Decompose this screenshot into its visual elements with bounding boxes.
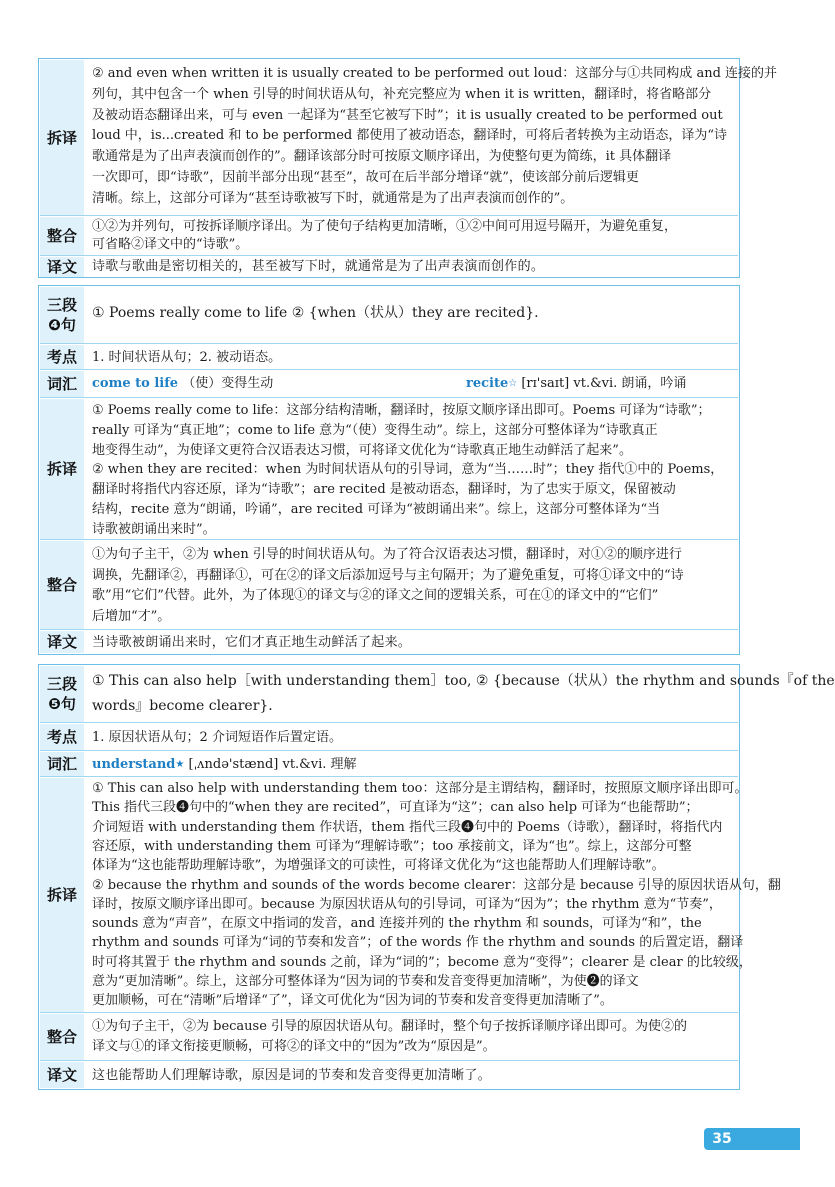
section2-points: 1. 时间状语从句；2. 被动语态。 [92,350,282,365]
text-line: loud 中，is...created 和 to be performed 都使用了被动语态，翻译时，可将后者转换为主动语态，译为“诗 [92,128,728,144]
text-line: 时可将其置于 the rhythm and sounds 之前，译为“词的”；become 意为“变得”；clearer 是 clear 的比较级， [92,954,752,970]
section3-translation: 这也能帮助人们理解诗歌，原因是词的节奏和发音变得更加清晰了。 [92,1068,492,1083]
text-line: ② when they are recited：when 为时间状语从句的引导词，意为“当……时”；they 指代①中的 Poems， [92,462,724,478]
section3-sentence-line1: ① This can also help［with understanding them］too, ② {because（状从）the rhythm and sounds『of the [92,673,835,689]
section3-label-zhenghe: 整合 [40,1014,84,1060]
section3-tag [40,666,84,722]
section2-divider [40,629,738,630]
vocab-definition: （使）变得生动 [182,376,274,391]
section3-divider [40,1012,738,1013]
page-number: 35 [704,1128,740,1150]
text-line: 调换，先翻译②，再翻译①，可在②的译文后添加逗号与主句隔开；为了避免重复，可将①译文中的“诗 [92,567,684,583]
section3-tag-line1: 三段 [46,675,77,693]
star-icon: ★ [175,759,185,770]
section2-tag-line1: 三段 [46,296,77,314]
text-line: 清晰。综上，这部分可译为“甚至诗歌被写下时，就通常是为了出声表演而创作的”。 [92,190,574,206]
text-line: 歌通常是为了出声表演而创作的”。翻译该部分时可按原文顺序译出，为使整句更为简练，it 具体翻译 [92,149,672,165]
vocab-word: recite [466,376,509,391]
section2-label-kaodian: 考点 [40,345,84,369]
section1-label-yiwen: 译文 [40,257,84,277]
section3-label-kaodian: 考点 [40,724,84,750]
text-line: 更加顺畅，可在“清晰”后增译“了”，译文可优化为“因为词的节奏和发音变得更加清晰了”。 [92,993,613,1009]
vocab-definition: [rɪ'saɪt] vt.&vi. 朗诵，吟诵 [521,376,687,391]
text-line: rhythm and sounds 可译为“词的节奏和发音”；of the words 作 the rhythm and sounds 的后置定语，翻译 [92,935,744,951]
section2-divider [40,369,738,370]
text-line: 一次即可，即“诗歌”，因前半部分出现“甚至”，故可在后半部分增译“就”，使该部分前后逻辑更 [92,170,639,185]
section2-label-zhenghe: 整合 [40,541,84,629]
section3-divider [40,776,738,777]
section3-label-yiwen: 译文 [40,1062,84,1088]
page-number-bar [740,1128,800,1150]
text-line: ①为句子主干，②为 when 引导的时间状语从句。为了符合汉语表达习惯，翻译时，对①②的顺序进行 [92,547,682,562]
text-line: really 可译为“真正地”；come to life 意为“（使）变得生动”。综上，这部分可整体译为“诗歌真正 [92,422,658,438]
text-line: 结构，recite 意为“朗诵，吟诵”，are recited 可译为“被朗诵出来”。综上，这部分可整体译为“当 [92,502,661,517]
text-line: 歌”用“它们”代替。此外，为了体现①的译文与②的译文之间的逻辑关系，可在①的译文中的“它们” [92,588,659,603]
text-line: ①②为并列句，可按拆译顺序译出。为了使句子结构更加清晰，①②中间可用逗号隔开，为避免重复， [92,219,678,234]
section2-sentence: ① Poems really come to life ② {when（状从）they are recited}. [92,305,539,321]
section3-tag-line2: ❺句 [48,695,76,713]
section1-label-zhenghe: 整合 [40,217,84,255]
section2-divider [40,539,738,540]
text-line: 意为“更加清晰”。综上，这部分可整体译为“因为词的节奏和发音变得更加清晰”，为使❷的译文 [92,974,639,989]
section2-label-cihui: 词汇 [40,371,84,397]
section3-sentence-line2: words』become clearer}. [92,698,273,714]
text-line: 地变得生动”，为使译文更符合汉语表达习惯，可将译文优化为“诗歌真正地生动鲜活了起来”。 [92,442,632,458]
section3-divider [40,1060,738,1061]
section1-divider [40,215,738,216]
star-icon: ☆ [508,378,518,389]
section3-label-cihui: 词汇 [40,752,84,776]
text-line: ② because the rhythm and sounds of the words become clearer：这部分是 because 引导的原因状语从句，翻 [92,877,781,893]
section3-points: 1. 原因状语从句；2 介词短语作后置定语。 [92,730,342,745]
text-line: 诗歌被朗诵出来时”。 [92,521,216,537]
text-line: ① Poems really come to life：这部分结构清晰，翻译时，按原文顺序译出即可。Poems 可译为“诗歌”； [92,403,711,418]
text-line: This 指代三段❹句中的“when they are recited”，可直译为“这”；can also help 可译为“也能帮助”； [92,800,699,816]
section2-translation: 当诗歌被朗诵出来时，它们才真正地生动鲜活了起来。 [92,635,412,650]
vocab-definition: [ˌʌndə'stænd] vt.&vi. 理解 [188,757,357,772]
section2-vocab-row-2 [466,374,736,393]
section2-label-chaiyi: 拆译 [40,399,84,539]
section1-translation: 诗歌与歌曲是密切相关的，甚至被写下时，就通常是为了出声表演而创作的。 [92,259,545,274]
section2-label-yiwen: 译文 [40,631,84,653]
text-line: 可省略②译文中的“诗歌”。 [92,237,249,252]
vocab-word: understand [92,757,176,772]
text-line: 体译为“这也能帮助理解诗歌”，为增强译文的可读性，可将译文优化为“这也能帮助人们理解诗歌”。 [92,858,665,874]
section3-divider [40,750,738,751]
section2-tag [40,287,84,343]
text-line: sounds 意为“声音”，在原文中指词的发音，and 连接并列的 the rhythm 和 sounds，可译为“和”，the [92,916,702,932]
section3-vocab-row [92,755,732,774]
section3-divider [40,722,738,723]
text-line: 译文与①的译文衔接更顺畅，可将②的译文中的“因为”改为“原因是”。 [92,1038,496,1054]
section1-label-chaiyi: 拆译 [40,60,84,215]
text-line: 及被动语态翻译出来，可与 even 一起译为“甚至它被写下时”；it is usually created to be performed out [92,107,723,123]
section2-divider [40,343,738,344]
section2-tag-line2: ❹句 [48,316,76,334]
text-line: 后增加“才”。 [92,608,171,624]
section1-divider [40,255,738,256]
vocab-word: come to life [92,376,179,391]
section2-divider [40,397,738,398]
text-line: 译时，按原文顺序译出即可。because 为原因状语从句的引导词，可译为“因为”；the rhythm 意为“节奏”， [92,896,722,912]
text-line: ①为句子主干，②为 because 引导的原因状语从句。翻译时，整个句子按拆译顺序译出即可。为使②的 [92,1019,688,1034]
text-line: 容还原，with understanding them 可译为“理解诗歌”；too 承接前文，译为“也”。综上，这部分可整 [92,838,692,854]
text-line: ② and even when written it is usually created to be performed out loud：这部分与①共同构成 and 连接的并 [92,66,778,81]
text-line: ① This can also help with understanding them too：这部分是主谓结构，翻译时，按照原文顺序译出即可。 [92,781,748,796]
text-line: 列句，其中包含一个 when 引导的时间状语从句，补充完整应为 when it is written，翻译时，将省略部分 [92,86,712,102]
section3-label-chaiyi: 拆译 [40,778,84,1012]
text-line: 介词短语 with understanding them 作状语，them 指代三段❹句中的 Poems（诗歌），翻译时，将指代内 [92,819,723,835]
text-line: 翻译时将指代内容还原，译为“诗歌”；are recited 是被动语态，翻译时，为了忠实于原文，保留被动 [92,482,676,498]
